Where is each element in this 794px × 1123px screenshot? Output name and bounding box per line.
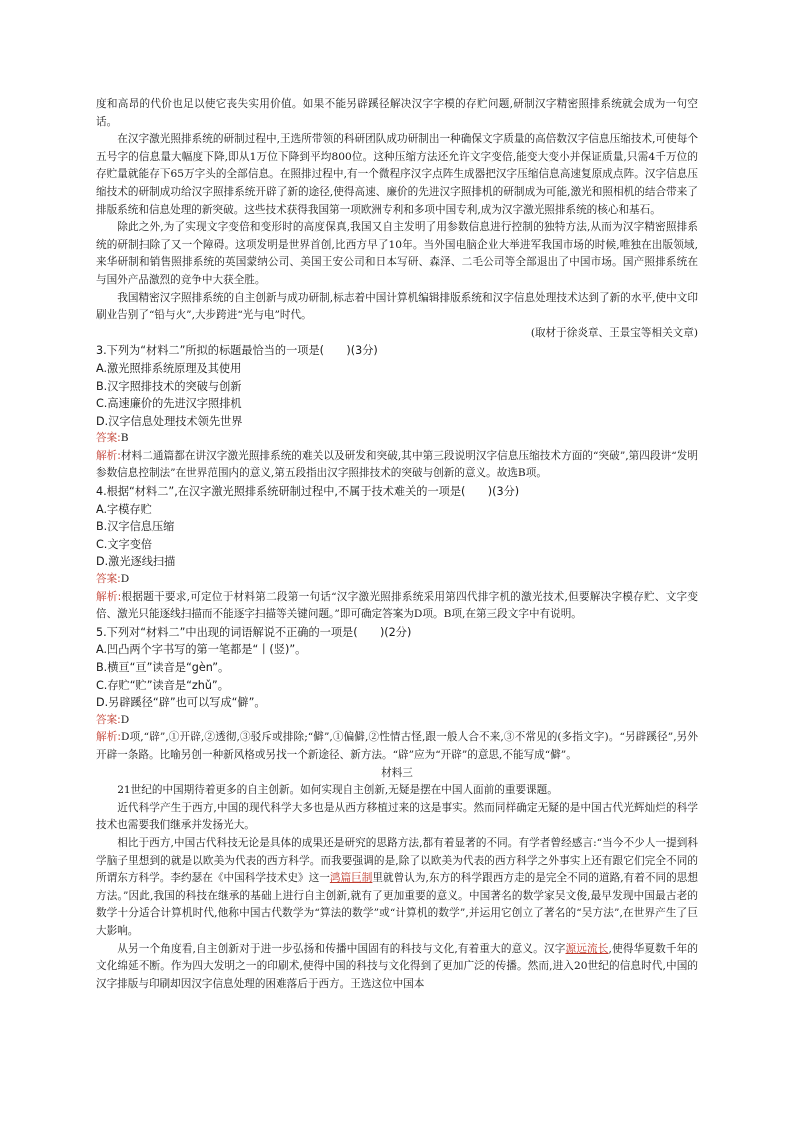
paragraph: 除此之外,为了实现文字变倍和变形时的高度保真,我国又自主发明了用参数信息进行控制的独特方法,从而为汉字精密照排系统的研制扫除了又一个障碍。这项发明是世界首创,比西方早了10年。当外国电脑企业大举进军我国市场的时候,唯独在出版领域,来华研制和销售照排系统的英国蒙纳公司、美国王安公司和日本写研、森泽、二毛公司等全部退出了中国市场。国产照排系统在与国外产品激烈的竞争中大获全胜。 [96,221,698,286]
question-3-analysis [96,448,698,483]
analysis-label: 解析: [96,590,122,603]
analysis-text: D项,“辟”,①开辟,②透彻,③驳斥或排除;“僻”,①偏僻,②性情古怪,跟一般人合不来,③不常见的(多指文字)。“另辟蹊径”,另外开辟一条路。比喻另创一种新风格或另找一个新途径、新方法。“辟”应为“开辟”的意思,不能写成“僻”。 [96,731,698,761]
analysis-label: 解析: [96,449,121,462]
paragraph [96,941,698,994]
question-5-stem: 5.下列对“材料二”中出现的词语解说不正确的一项是( )(2分) [96,625,412,639]
analysis-text: 材料二通篇都在讲汉字激光照排系统的难关以及研发和突破,其中第三段说明汉字信息压缩技术方面的“突破”,第四段讲“发明参数信息控制法”在世界范围内的意义,第五段指出汉字照排技术的突破与创新的意义。故选B项。 [96,449,698,480]
question-5-analysis [96,729,698,764]
question-4-option-a: A.字模存贮 [96,502,152,516]
document-page [96,96,698,993]
question-3-option-b: B.汉字照排技术的突破与创新 [96,379,242,393]
question-3-answer [96,430,698,448]
question-3-option-a: A.激光照排系统原理及其使用 [96,361,242,375]
analysis-label: 解析: [96,731,121,744]
question-5-option-d: D.另辟蹊径“辟”也可以写成“僻”。 [96,696,266,710]
paragraph: 在汉字激光照排系统的研制过程中,王选所带领的科研团队成功研制出一种确保文字质量的高倍数汉字信息压缩技术,可使每个五号字的信息量大幅度下降,即从1万位下降到平均800位。这种压缩方法还允许文字变倍,能变大变小并保证质量,只需4千万位的存贮量就能存下65万字头的全部信息。在照排过程中,有一个微程序汉字点阵生成器把汉字压缩信息高速复原成点阵。汉字信息压缩技术的研制成功给汉字照排系统开辟了新的途径,使得高速、廉价的先进汉字照排机的研制成为可能,激光和照相机的结合带来了排版系统和信息处理的新突破。这些技术获得我国第一项欧洲专利和多项中国专利,成为汉字激光照排系统的核心和基石。 [96,133,698,216]
answer-value: B [120,432,129,445]
question-3-stem: 3.下列为“材料二”所拟的标题最恰当的一项是( )(3分) [96,344,378,358]
paragraph: 近代科学产生于西方,中国的现代科学大多也是从西方移植过来的这是事实。然而同样确定无疑的是中国古代光辉灿烂的科学技术也需要我们继承并发扬光大。 [96,801,698,832]
text-run: ,使得华夏数千年的文化绵延不断。作为四大发明之一的印刷术,使得中国的科技与文化得到了更加广泛的传播。然而,进入20世纪的信息时代,中国的汉字排版与印刷却因汉字信息处理的困难落后于西方。王选这位中国本 [96,942,698,990]
source-citation: (取材于徐炎章、王景宝等相关文章) [530,326,698,339]
answer-value: D [120,713,130,726]
answer-label: 答案: [96,713,121,726]
analysis-text: 根据题干要求,可定位于材料第二段第一句话“汉字激光照排系统采用第四代排字机的激光技术,但要解决字模存贮、文字变倍、激光只能逐线扫描而不能逐字扫描等关键问题。”即可确定答案为D项。B项,在第三段文字中有说明。 [96,590,698,621]
question-4-option-d: D.激光逐线扫描 [96,555,176,569]
material-3-title: 材料三 [381,766,413,779]
underlined-term: 源远流长 [565,942,609,955]
answer-label: 答案: [96,573,121,586]
paragraph [96,835,698,941]
text-run: 里就曾认为,东方的科学跟西方走的是完全不同的道路,有着不同的思想方法。”因此,我国的科技在继承的基础上进行自主创新,就有了更加重要的意义。中国著名的数学家吴文俊,最早发现中国最古老的数学十分适合计算机时代,他称中国古代数学为“算法的数学”或“计算机的数学”,并运用它创立了著名的“吴方法”,在世界产生了巨大影响。 [96,872,699,937]
question-3-option-d: D.汉字信息处理技术领先世界 [96,414,243,428]
answer-label: 答案: [96,432,121,445]
underlined-term: 鸿篇巨制 [329,872,373,885]
question-5-option-c: C.存贮“贮”读音是“zhǔ”。 [96,678,229,692]
answer-value: D [120,573,130,586]
question-5-option-b: B.横亘“亘”读音是“gèn”。 [96,661,230,674]
question-3-option-c: C.高速廉价的先进汉字照排机 [96,397,242,411]
text-run: 从另一个角度看,自主创新对于进一步弘扬和传播中国固有的科技与文化,有着重大的意义。汉字 [117,942,566,955]
text-run: 相比于西方,中国古代科技无论是具体的成果还是研究的思路方法,都有着显著的不同。有学者曾经感言:“当今不少人一提到科学脑子里想到的就是以欧美为代表的西方科学。而我要强调的是,除了以欧美为代表的西方科学之外事实上还有跟它们完全不同的所谓东方科学。李约瑟在《中国科学技术史》这一 [96,836,698,885]
question-4-option-b: B.汉字信息压缩 [96,520,175,534]
paragraph: 21世纪的中国期待着更多的自主创新。如何实现自主创新,无疑是摆在中国人面前的重要课题。 [117,784,558,797]
question-5-answer [96,712,698,730]
question-5-option-a: A.凹凸两个字书写的第一笔都是“丨(竖)”。 [96,643,307,657]
question-4-option-c: C.文字变倍 [96,537,153,551]
question-4-answer [96,571,698,589]
question-4-stem: 4.根据“材料二”,在汉字激光照排系统研制过程中,不属于技术难关的一项是( )(3分) [96,485,520,499]
paragraph: 我国精密汉字照排系统的自主创新与成功研制,标志着中国计算机编辑排版系统和汉字信息处理技术达到了新的水平,使中文印刷业告别了“铅与火”,大步跨进“光与电”时代。 [96,291,698,322]
paragraph: 度和高昂的代价也足以使它丧失实用价值。如果不能另辟蹊径解决汉字字模的存贮问题,研制汉字精密照排系统就会成为一句空话。 [96,98,698,128]
question-4-analysis [96,589,698,624]
